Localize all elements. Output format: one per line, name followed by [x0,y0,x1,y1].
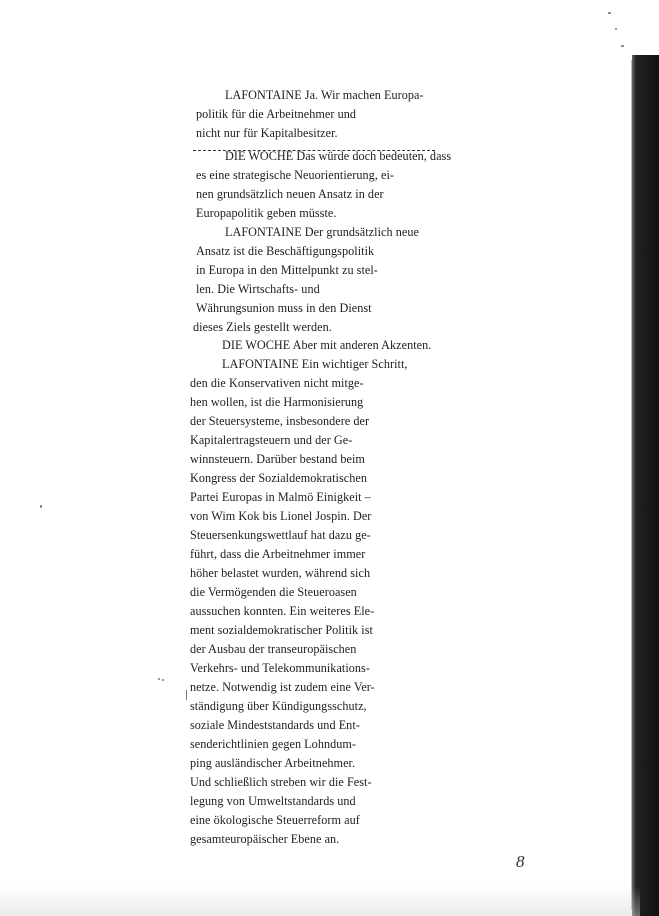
text-line: nen grundsätzlich neuen Ansatz in der [196,187,384,201]
text-line: nicht nur für Kapitalbesitzer. [196,126,338,140]
scan-speck [40,505,42,508]
scan-edge-line [631,60,632,910]
text-line: Europapolitik geben müsste. [196,206,337,220]
scan-edge-shadow [632,55,659,916]
text-line: len. Die Wirtschafts- und [196,282,320,296]
text-line: soziale Mindeststandards und Ent- [190,718,360,732]
scan-speck [162,679,164,681]
text-line: aussuchen konnten. Ein weiteres Ele- [190,604,375,618]
scan-bottom-shadow [0,886,640,916]
text-line: LAFONTAINE Ein wichtiger Schritt, [222,357,408,371]
text-line: DIE WOCHE Aber mit anderen Akzenten. [222,338,432,352]
text-line: von Wim Kok bis Lionel Jospin. Der [190,509,372,523]
text-line: der Steuersysteme, insbesondere der [190,414,370,428]
text-line: Währungsunion muss in den Dienst [196,301,372,315]
text-line: LAFONTAINE Ja. Wir machen Europa- [225,88,424,102]
text-line: den die Konservativen nicht mitge- [190,376,364,390]
text-line: die Vermögenden die Steueroasen [190,585,357,599]
scan-speck [615,28,617,30]
text-line: netze. Notwendig ist zudem eine Ver- [190,680,375,694]
scan-speck [621,45,624,47]
text-line: eine ökologische Steuerreform auf [190,813,360,827]
text-line: ständigung über Kündigungsschutz, [190,699,367,713]
text-line: höher belastet wurden, während sich [190,566,371,580]
text-line: führt, dass die Arbeitnehmer immer [190,547,366,561]
text-line: Kongress der Sozialdemokratischen [190,471,367,485]
text-line: Kapitalertragsteuern und der Ge- [190,433,353,447]
text-line: ment sozialdemokratischer Politik ist [190,623,373,637]
text-line: DIE WOCHE Das würde doch bedeuten, dass [225,149,452,163]
text-line: Und schließlich streben wir die Fest- [190,775,372,789]
text-line: Partei Europas in Malmö Einigkeit – [190,490,371,504]
text-line: LAFONTAINE Der grundsätzlich neue [225,225,419,239]
scan-speck [158,678,160,680]
page-number: 8 [516,852,525,871]
scan-speck [186,690,187,700]
scan-speck [608,12,611,14]
text-line: es eine strategische Neuorientierung, ei- [196,168,394,182]
text-line: gesamteuropäischer Ebene an. [190,832,340,846]
text-line: politik für die Arbeitnehmer und [196,107,357,121]
text-line: hen wollen, ist die Harmonisierung [190,395,364,409]
text-line: Steuersenkungswettlauf hat dazu ge- [190,528,371,542]
text-line: der Ausbau der transeuropäischen [190,642,357,656]
text-line: Verkehrs- und Telekommunikations- [190,661,370,675]
text-line: legung von Umweltstandards und [190,794,356,808]
text-line: Ansatz ist die Beschäftigungspolitik [196,244,375,258]
text-line: winnsteuern. Darüber bestand beim [190,452,365,466]
text-line: dieses Ziels gestellt werden. [193,320,332,334]
text-line: in Europa in den Mittelpunkt zu stel- [196,263,378,277]
text-line: ping ausländischer Arbeitnehmer. [190,756,356,770]
text-line: senderichtlinien gegen Lohndum- [190,737,357,751]
